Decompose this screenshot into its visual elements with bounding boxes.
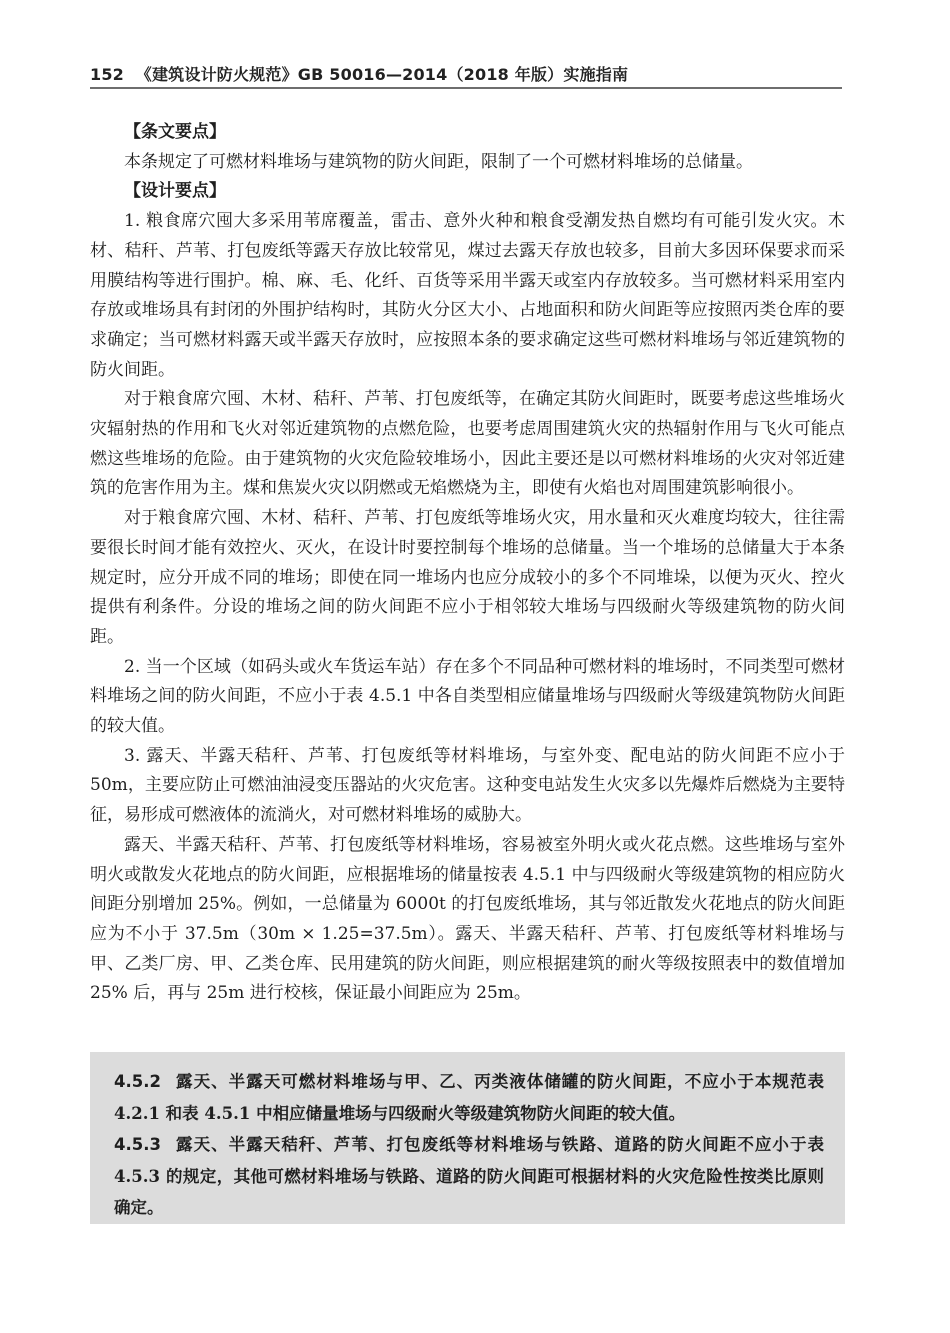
book-title: 《建筑设计防火规范》GB 50016—2014（2018 年版）实施指南 <box>135 65 629 84</box>
header-divider <box>90 87 842 89</box>
paragraph: 对于粮食席穴囤、木材、秸秆、芦苇、打包废纸等堆场火灾，用水量和灭火难度均较大，往往需要很长时间才能有效控火、灭火，在设计时要控制每个堆场的总储量。当一个堆场的总储量大于本条规定时，应分开成不同的堆场；即使在同一堆场内也应分成较小的多个不同堆垛，以便为灭火、控火提供有利条件。分设的堆场之间的防火间距不应小于相邻较大堆场与四级耐火等级建筑物的防火间距。 <box>90 508 845 647</box>
paragraph: 1. 粮食席穴囤大多采用苇席覆盖，雷击、意外火种和粮食受潮发热自燃均有可能引发火灾。木材、秸秆、芦苇、打包废纸等露天存放比较常见，煤过去露天存放也较多，目前大多因环保要求而采用膜结构等进行围护。棉、麻、毛、化纤、百货等采用半露天或室内存放较多。当可燃材料采用室内存放或堆场具有封闭的外围护结构时，其防火分区大小、占地面积和防火间距等应按照丙类仓库的要求确定；当可燃材料露天或半露天存放时，应按照本条的要求确定这些可燃材料堆场与邻近建筑物的防火间距。 <box>90 211 845 380</box>
page-number: 152 <box>90 65 124 84</box>
design-points-heading: 【设计要点】 <box>124 181 226 202</box>
clause-number: 4.5.3 <box>114 1135 161 1154</box>
paragraph: 3. 露天、半露天秸秆、芦苇、打包废纸等材料堆场，与室外变、配电站的防火间距不应小于 50m，主要应防止可燃油油浸变压器站的火灾危害。这种变电站发生火灾多以先爆炸后燃烧为主要特征，易形成可燃液体的流淌火，对可燃材料堆场的威胁大。 <box>90 745 846 826</box>
clause-text: 露天、半露天秸秆、芦苇、打包废纸等材料堆场与铁路、道路的防火间距不应小于表 4.5.3 的规定，其他可燃材料堆场与铁路、道路的防火间距可根据材料的火灾危险性按类比原则确定。 <box>114 1135 824 1217</box>
commentary-body <box>90 118 845 1009</box>
clause-text: 露天、半露天可燃材料堆场与甲、乙、丙类液体储罐的防火间距，不应小于本规范表 4.2.1 和表 4.5.1 中相应储量堆场与四级耐火等级建筑物防火间距的较大值。 <box>114 1072 824 1123</box>
key-points-paragraph: 本条规定了可燃材料堆场与建筑物的防火间距，限制了一个可燃材料堆场的总储量。 <box>124 151 753 172</box>
provision-clause <box>114 1129 824 1224</box>
paragraph: 对于粮食席穴囤、木材、秸秆、芦苇、打包废纸等，在确定其防火间距时，既要考虑这些堆场火灾辐射热的作用和飞火对邻近建筑物的点燃危险，也要考虑周围建筑火灾的热辐射作用与飞火可能点燃这些堆场的危险。由于建筑物的火灾危险较堆场小，因此主要还是以可燃材料堆场的火灾对邻近建筑的危害作用为主。煤和焦炭火灾以阴燃或无焰燃烧为主，即使有火焰也对周围建筑影响很小。 <box>90 389 845 499</box>
paragraph: 露天、半露天秸秆、芦苇、打包废纸等材料堆场，容易被室外明火或火花点燃。这些堆场与室外明火或散发火花地点的防火间距，应根据堆场的储量按表 4.5.1 中与四级耐火等级建筑物的相应防火间距分别增加 25%。例如，一总储量为 6000t 的打包废纸堆场，其与邻近散发火花地点的防火间距应为不小于 37.5m（30m × 1.25=37.5m）。露天、半露天秸秆、芦苇、打包废纸等材料堆场与甲、乙类厂房、甲、乙类仓库、民用建筑的防火间距，则应根据建筑的耐火等级按照表中的数值增加 25% 后，再与 25m 进行校核，保证最小间距应为 25m。 <box>90 834 845 1004</box>
clause-number: 4.5.2 <box>114 1072 161 1091</box>
key-points-heading: 【条文要点】 <box>124 122 226 142</box>
provision-clause <box>114 1066 824 1129</box>
running-header <box>90 62 842 85</box>
paragraph: 2. 当一个区域（如码头或火车货运车站）存在多个不同品种可燃材料的堆场时，不同类型可燃材料堆场之间的防火间距，不应小于表 4.5.1 中各自类型相应储量堆场与四级耐火等级建筑物防火间距的较大值。 <box>90 656 845 737</box>
code-provisions-box <box>90 1052 845 1224</box>
